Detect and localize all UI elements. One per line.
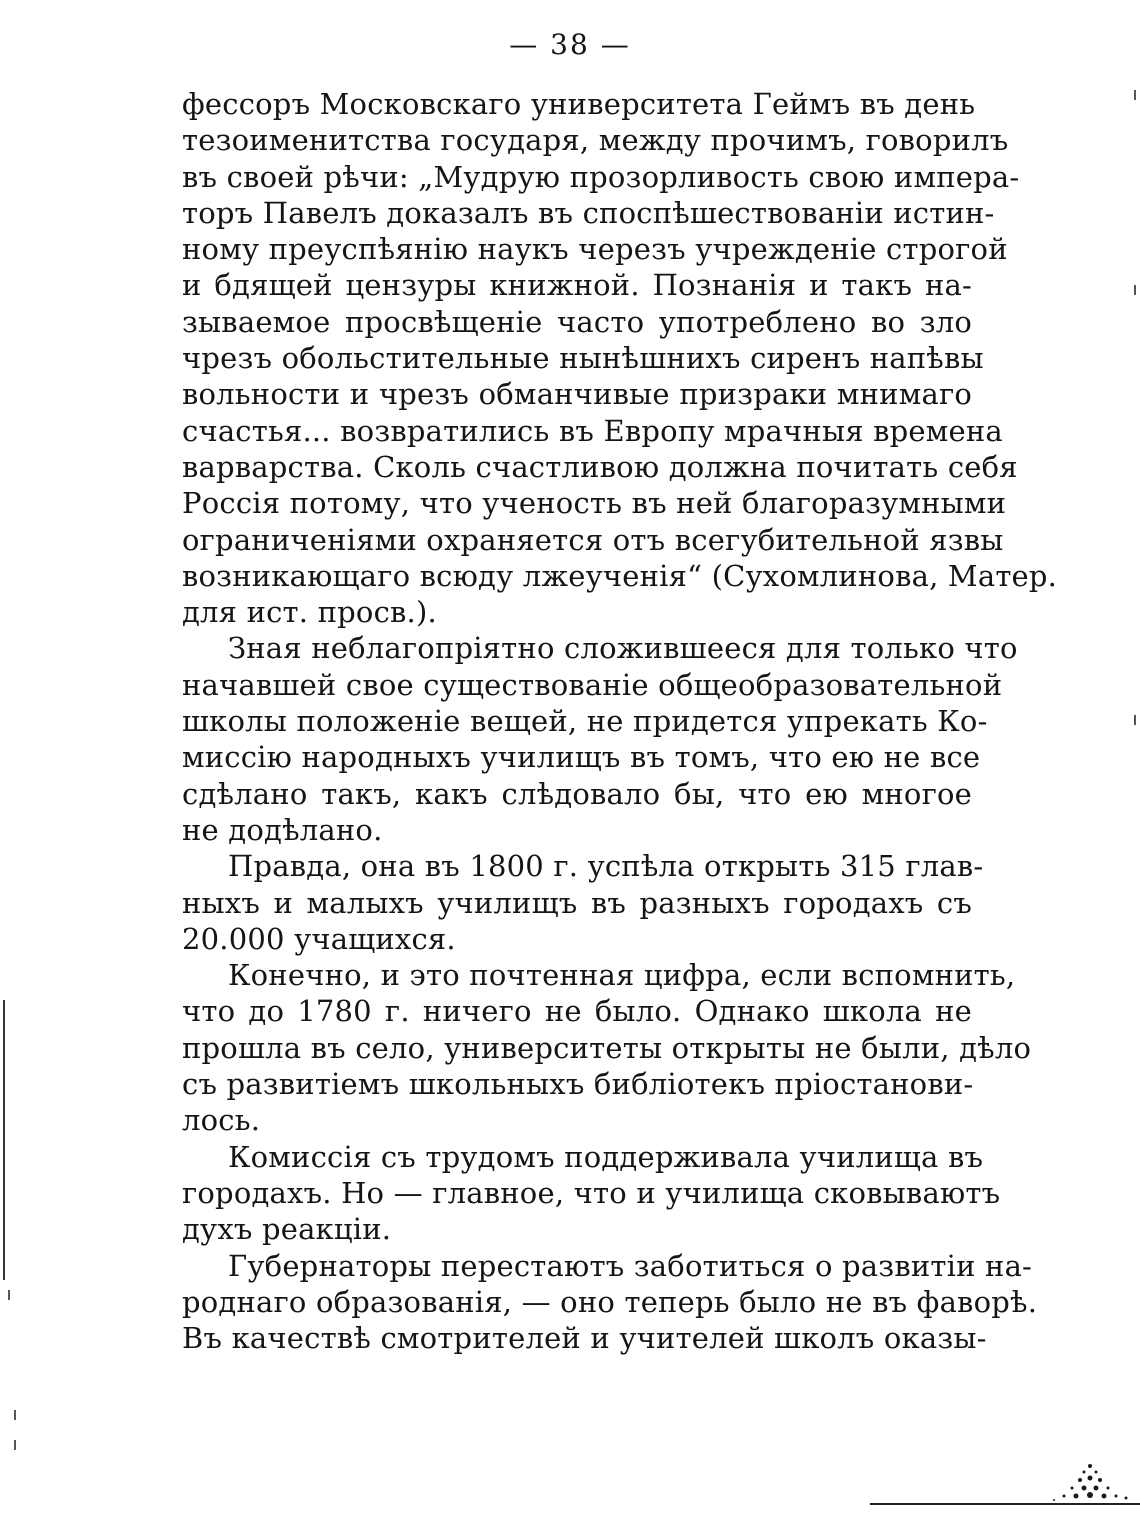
text-line: ному преуспѣянію наукъ черезъ учрежденіе строгой bbox=[182, 232, 1008, 267]
text-line: духъ реакціи. bbox=[182, 1212, 392, 1247]
text-line: начавшей свое существованіе общеобразовательной bbox=[182, 667, 1003, 702]
scan-margin-line bbox=[3, 1000, 5, 1280]
text-line: въ своей рѣчи: „Мудрую прозорливость свою импера- bbox=[182, 159, 1020, 194]
text-line: 20.000 учащихся. bbox=[182, 921, 456, 956]
paragraph-1 bbox=[182, 86, 1058, 630]
text-line: не додѣлано. bbox=[182, 812, 383, 847]
text-line: тезоименитства государя, между прочимъ, говорилъ bbox=[182, 123, 1009, 158]
text-line: для ист. просв.). bbox=[182, 595, 437, 630]
text-line: торъ Павелъ доказалъ въ споспѣшествованіи истин- bbox=[182, 195, 995, 230]
paragraph-4 bbox=[182, 957, 1032, 1138]
text-line: съ развитіемъ школьныхъ библіотекъ пріостанови- bbox=[182, 1067, 974, 1102]
text-line: роднаго образованія, — оно теперь было не въ фаворѣ. bbox=[182, 1284, 1038, 1319]
text-line: сдѣлано такъ, какъ слѣдовало бы, что ею многое bbox=[182, 776, 972, 811]
scan-margin-mark bbox=[1134, 715, 1136, 725]
ornament-icon bbox=[1040, 1462, 1140, 1504]
text-line: Россія потому, что ученость въ ней благоразумными bbox=[182, 486, 1007, 521]
text-line: что до 1780 г. ничего не было. Однако школа не bbox=[182, 994, 972, 1029]
text-line: городахъ. Но — главное, что и училища сковываютъ bbox=[182, 1175, 1001, 1210]
text-line: Въ качествѣ смотрителей и учителей школъ оказы- bbox=[182, 1321, 987, 1356]
text-line: чрезъ обольстительные нынѣшнихъ сиренъ напѣвы bbox=[182, 341, 984, 376]
paragraph-3 bbox=[182, 848, 984, 957]
text-line: фессоръ Московскаго университета Геймъ въ день bbox=[182, 87, 976, 121]
text-line: и бдящей цензуры книжной. Познанія и такъ на- bbox=[182, 268, 972, 303]
text-line: лось. bbox=[182, 1103, 261, 1138]
text-line: счастья... возвратились въ Европу мрачныя времена bbox=[182, 413, 1003, 448]
paragraph-5 bbox=[182, 1139, 1001, 1248]
paragraph-2 bbox=[182, 630, 1018, 848]
scan-margin-mark bbox=[8, 1290, 10, 1300]
text-line: ограниченіями охраняется отъ всегубительной язвы bbox=[182, 522, 1004, 557]
text-line: Правда, она въ 1800 г. успѣла открыть 315 глав- bbox=[228, 849, 984, 884]
text-line: варварства. Сколь счастливою должна почитать себя bbox=[182, 449, 1018, 484]
text-line: миссію народныхъ училищъ въ томъ, что ею не все bbox=[182, 740, 981, 775]
page-number: — 38 — bbox=[509, 28, 631, 61]
text-line: Конечно, и это почтенная цифра, если вспомнить, bbox=[228, 958, 1016, 993]
text-line: Губернаторы перестаютъ заботиться о развитіи на- bbox=[228, 1248, 1033, 1283]
text-line: вольности и чрезъ обманчивые призраки мнимаго bbox=[182, 377, 972, 412]
scan-margin-mark bbox=[14, 1440, 16, 1450]
text-line: школы положеніе вещей, не придется упрекать Ко- bbox=[182, 704, 988, 739]
scan-margin-mark bbox=[1134, 285, 1136, 295]
text-line: ныхъ и малыхъ училищъ въ разныхъ городахъ съ bbox=[182, 885, 972, 920]
text-line: Зная неблагопріятно сложившееся для только что bbox=[228, 631, 1018, 666]
text-line: возникающаго всюду лжеученія“ (Сухомлинова, Матер. bbox=[182, 558, 1058, 593]
page-text bbox=[182, 86, 1058, 1356]
scan-margin-mark bbox=[14, 1410, 16, 1420]
paragraph-6 bbox=[182, 1248, 1038, 1357]
text-line: прошла въ село, университеты открыты не были, дѣло bbox=[182, 1030, 1032, 1065]
text-line: зываемое просвѣщеніе часто употреблено во зло bbox=[182, 304, 972, 339]
scan-margin-mark bbox=[1134, 90, 1136, 100]
text-line: Комиссія съ трудомъ поддерживала училища въ bbox=[228, 1139, 984, 1174]
